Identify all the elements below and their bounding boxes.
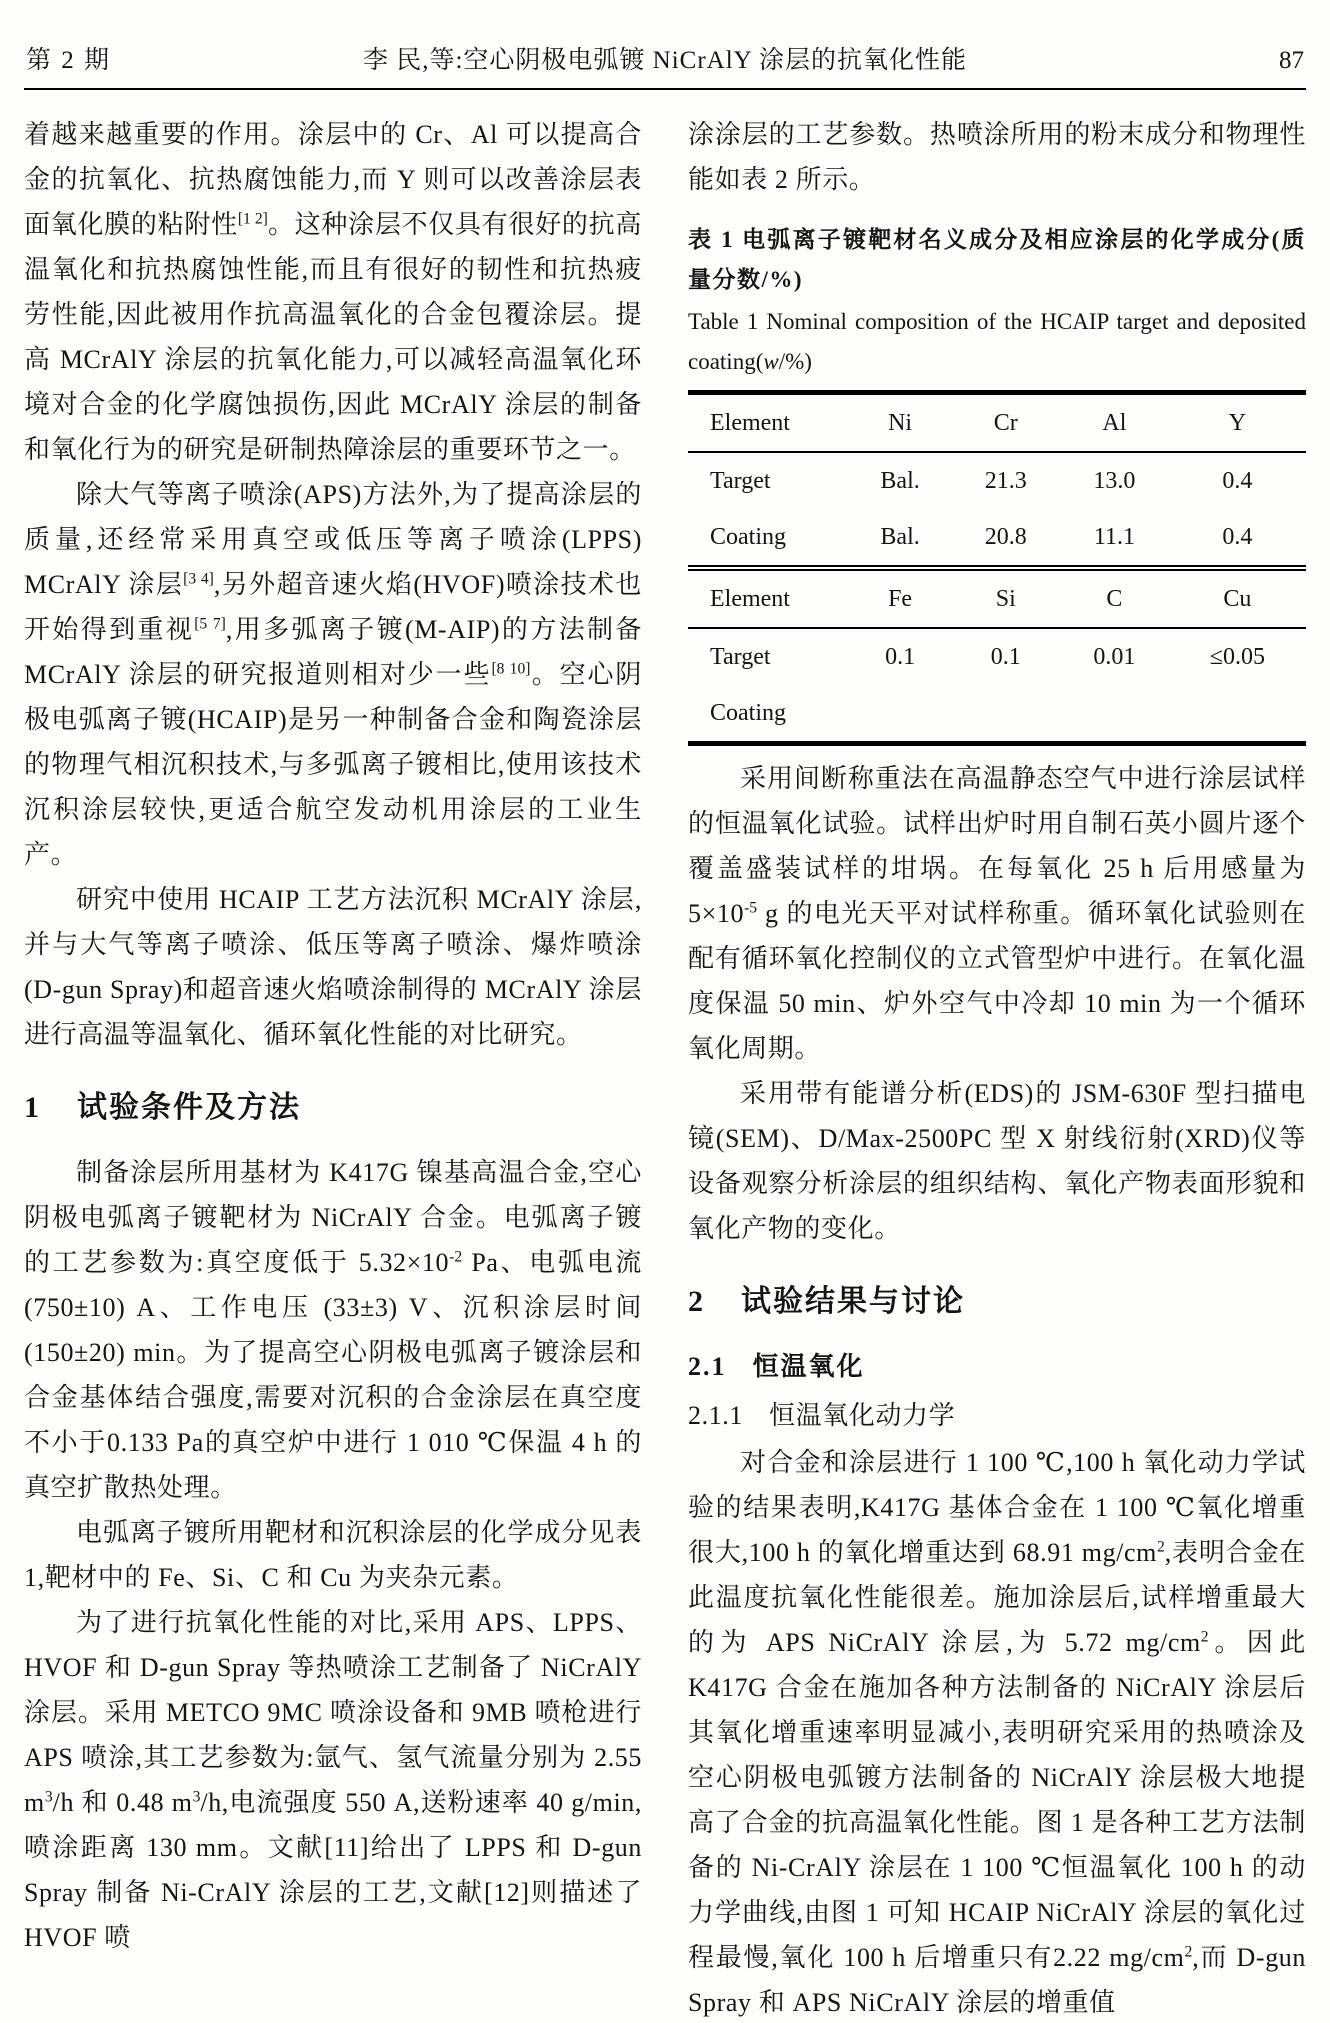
table-caption-zh: 表 1 电弧离子镀靶材名义成分及相应涂层的化学成分(质量分数/%): [688, 227, 1306, 292]
table-cell: Coating: [688, 509, 849, 568]
table-row: [688, 452, 1306, 509]
superscript: [8 10]: [491, 660, 531, 678]
table-cell: 0.01: [1093, 644, 1136, 670]
table-header-row: [688, 393, 1306, 453]
superscript: 2: [1156, 1538, 1165, 1556]
table-row: [688, 685, 1306, 744]
table-header-row: [688, 568, 1306, 628]
table-cell: [1060, 685, 1169, 744]
table-cell: [849, 685, 952, 744]
table-header-cell: Si: [951, 568, 1060, 628]
section-heading-2.1.1: [688, 1393, 1306, 1438]
table-cell: [1169, 685, 1306, 744]
table-header-cell: Element: [688, 568, 849, 628]
table-header-cell: Ni: [849, 393, 952, 453]
composition-table: [688, 390, 1306, 746]
italic-variable: w: [763, 349, 779, 374]
running-title: 李 民,等:空心阴极电弧镀 NiCrAlY 涂层的抗氧化性能: [362, 47, 968, 74]
heading-number: 2.1.1: [688, 1401, 743, 1430]
page-number: 87: [1279, 47, 1304, 74]
table-cell: 13.0: [1093, 468, 1136, 494]
table-cell: 11.1: [1060, 509, 1169, 568]
paragraph: 涂涂层的工艺参数。热喷涂所用的粉末成分和物理性能如表 2 所示。: [688, 120, 1306, 194]
heading-number: 2: [688, 1285, 705, 1318]
page-header: [24, 14, 1306, 90]
table-header-cell: Element: [688, 393, 849, 453]
superscript: -2: [449, 1248, 463, 1266]
table-cell: Target: [710, 644, 771, 670]
superscript: -5: [744, 899, 758, 917]
paragraph: 研究中使用 HCAIP 工艺方法沉积 MCrAlY 涂层,并与大气等离子喷涂、低压等离子喷涂、爆炸喷涂(D-gun Spray)和超音速火焰喷涂制得的 MCrAlY 涂层进行高温等温氧化、循环氧化性能的对比研究。: [24, 885, 642, 1049]
table-cell: [951, 685, 1060, 744]
table-header-cell: Cr: [951, 393, 1060, 453]
two-column-body: [24, 90, 1306, 2023]
table-header-cell: Cu: [1169, 568, 1306, 628]
paragraph: 着越来越重要的作用。涂层中的 Cr、Al 可以提高合金的抗氧化、抗热腐蚀能力,而 Y 则可以改善涂层表面氧化膜的粘附性[1 2]。这种涂层不仅具有很好的抗高温氧化和抗热腐蚀性能,而且有很好的韧性和抗热疲劳性能,因此被用作抗高温氧化的合金包覆涂层。提高 MCrAlY 涂层的抗氧化能力,可以减轻高温氧化环境对合金的化学腐蚀损伤,因此 MCrAlY 涂层的制备和氧化行为的研究是研制热障涂层的重要环节之一。: [24, 120, 642, 464]
superscript: 3: [192, 1788, 201, 1806]
superscript: 2: [1184, 1943, 1193, 1961]
table-cell: 0.4: [1222, 468, 1253, 494]
superscript: 3: [44, 1788, 53, 1806]
journal-issue: 第 2 期: [26, 47, 112, 74]
paragraph: 制备涂层所用基材为 K417G 镍基高温合金,空心阴极电弧离子镀靶材为 NiCrAlY 合金。电弧离子镀的工艺参数为:真空度低于 $5.32\times 10^{-2}$ Pa、电弧电流 (750±10) A、工作电压 (33±3) V、沉积涂层时间 (150±20) min。为了提高空心阴极电弧离子镀涂层和合金基体结合强度,需要对沉积的合金涂层在真空度不小于0.133 Pa的真空炉中进行 1 010 ℃保温 4 h 的真空扩散热处理。: [24, 1158, 642, 1502]
table-cell: Bal.: [880, 468, 920, 494]
superscript: [3 4]: [183, 570, 214, 588]
heading-text: 恒温氧化: [752, 1352, 865, 1381]
table-row: [688, 509, 1306, 568]
table-cell: 0.1: [885, 644, 916, 670]
table-cell: 0.1: [990, 644, 1021, 670]
heading-number: 1: [24, 1091, 41, 1124]
table-cell: Coating: [710, 700, 786, 726]
heading-number: 2.1: [688, 1352, 727, 1381]
right-column: [688, 112, 1306, 2023]
table-header-cell: Fe: [849, 568, 952, 628]
paragraph: 对合金和涂层进行 1 100 ℃,100 h 氧化动力学试验的结果表明,K417G 基体合金在 1 100 ℃氧化增重很大,100 h 的氧化增重达到 68.91 $mg/cm^2$,表明合金在此温度抗氧化性能很差。施加涂层后,试样增重最大的为 APS NiCrAlY 涂层,为 5.72 $mg/cm^2$。因此 K417G 合金在施加各种方法制备的 NiCrAlY 涂层后其氧化增重速率明显减小,表明研究采用的热喷涂及空心阴极电弧镀方法制备的 NiCrAlY 涂层极大地提高了合金的抗高温氧化性能。图 1 是各种工艺方法制备的 Ni-CrAlY 涂层在 1 100 ℃恒温氧化 100 h 的动力学曲线,由图 1 可知 HCAIP NiCrAlY 涂层的氧化过程最慢,氧化 100 h 后增重只有2.22 $mg/cm^2$,而 D-gun Spray 和 APS NiCrAlY 涂层的增重值: [688, 1448, 1307, 2017]
section-heading-2.1: [688, 1344, 1306, 1389]
table-header-cell: C: [1060, 568, 1169, 628]
heading-text: 恒温氧化动力学: [769, 1401, 956, 1430]
table-cell: 21.3: [984, 468, 1027, 494]
paragraph: 采用间断称重法在高温静态空气中进行涂层试样的恒温氧化试验。试样出炉时用自制石英小圆片逐个覆盖盛装试样的坩埚。在每氧化 25 h 后用感量为 $5\times 10^{-5}$ g 的电光天平对试样称重。循环氧化试验则在配有循环氧化控制仪的立式管型炉中进行。在氧化温度保温 50 min、炉外空气中冷却 10 min 为一个循环氧化周期。: [688, 764, 1306, 1063]
table-row: [688, 628, 1306, 685]
paragraph: 为了进行抗氧化性能的对比,采用 APS、LPPS、HVOF 和 D-gun Spray 等热喷涂工艺制备了 NiCrAlY 涂层。采用 METCO 9MC 喷涂设备和 9MB 喷枪进行 APS 喷涂,其工艺参数为:氩气、氢气流量分别为 2.55 $m^3/h$ 和 0.48 $m^3/h$,电流强度 550 A,送粉速率 40 g/min,喷涂距离 130 mm。文献[11]给出了 LPPS 和 D-gun Spray 制备 Ni-CrAlY 涂层的工艺,文献[12]则描述了 HVOF 喷: [24, 1608, 642, 1952]
paragraph: 除大气等离子喷涂(APS)方法外,为了提高涂层的质量,还经常采用真空或低压等离子喷涂(LPPS) MCrAlY 涂层[3 4],另外超音速火焰(HVOF)喷涂技术也开始得到重视[5 7],用多弧离子镀(M-AIP)的方法制备 MCrAlY 涂层的研究报道则相对少一些[8 10]。空心阴极电弧离子镀(HCAIP)是另一种制备合金和陶瓷涂层的物理气相沉积技术,与多弧离子镀相比,使用该技术沉积涂层较快,更适合航空发动机用涂层的工业生产。: [24, 480, 642, 869]
table-cell: ≤0.05: [1209, 644, 1265, 670]
table-cell: Bal.: [849, 509, 952, 568]
superscript: 2: [1200, 1628, 1209, 1646]
table-cell: Target: [710, 468, 771, 494]
heading-text: 试验条件及方法: [77, 1091, 301, 1124]
paragraph: 采用带有能谱分析(EDS)的 JSM-630F 型扫描电镜(SEM)、D/Max-2500PC 型 X 射线衍射(XRD)仪等设备观察分析涂层的组织结构、氧化产物表面形貌和氧化产物的变化。: [688, 1079, 1306, 1243]
table-cell: 20.8: [951, 509, 1060, 568]
section-heading-2: [688, 1279, 1306, 1324]
table-cell: 0.4: [1169, 509, 1306, 568]
paragraph: 电弧离子镀所用靶材和沉积涂层的化学成分见表 1,靶材中的 Fe、Si、C 和 Cu 为夹杂元素。: [24, 1518, 642, 1592]
section-heading-1: [24, 1085, 642, 1130]
table-header-cell: Y: [1169, 393, 1306, 453]
superscript: [5 7]: [194, 615, 226, 633]
heading-text: 试验结果与讨论: [741, 1285, 965, 1318]
superscript: [1 2]: [237, 210, 268, 228]
left-column: [24, 112, 642, 2023]
table-caption-en: Table 1 Nominal composition of the HCAIP target and deposited coating(w/%): [688, 309, 1306, 374]
table-header-cell: Al: [1060, 393, 1169, 453]
